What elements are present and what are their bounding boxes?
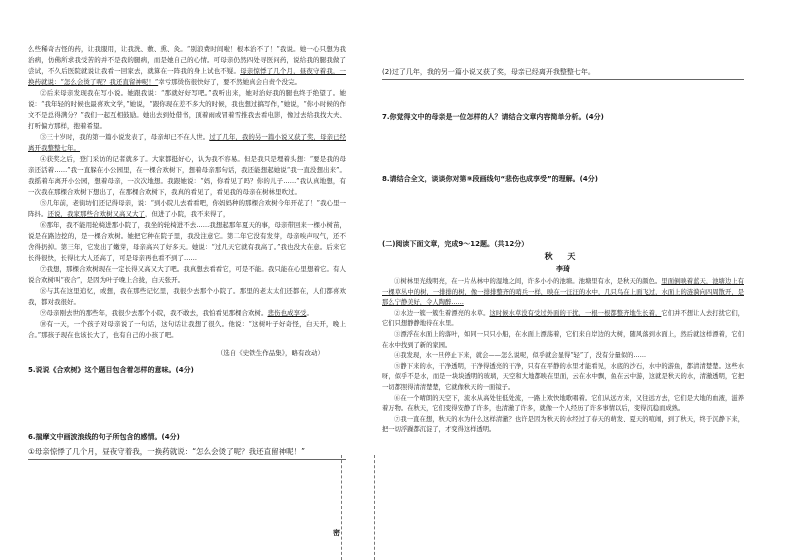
binding-line-left (341, 455, 342, 560)
right-paragraph-7: ⑦我一直在想，秋天的水为什么这样清澈？也许是因为秋天的水经过了春天的萌发、夏天的喧闹，到了秋天，终于沉静下来，把一切浮躁都沉淀了，才变得这样透明。 (382, 415, 744, 434)
section-2-heading: (二)阅读下面文章，完成9～12题。（共12分） (382, 240, 529, 248)
right-paragraph-6: ⑥在一个晴朗的天空下，流水从高处往低处流，一路上欢快地歌唱着。它们从远方来，又往远方去，它们是大地的血液，滋养着万物。在秋天，它们变得安静了许多，也清澈了许多，就像一个人经历了许多事情以后，变得沉稳而成熟。 (382, 394, 744, 413)
left-paragraph-10: ⑩有一天，一个孩子对母亲说了一句话，这句话让我想了很久。他说：“这树叶子好奇怪，白天开，晚上合。”那孩子现在也该长大了，也有自己的小孩了吧。 (28, 320, 346, 339)
left-paragraph-2: ②后来母亲发现我在写小说。她跟我说：“那就好好写吧。”我听出来，她对治好我的腿也终于绝望了。她说：“我年轻的时候也最喜欢文学，”她说，“跟你现在差不多大的时候，我也想过搞写作，”她说，“你小时候的作文不是总得满分？”我们一起互相鼓励。她出去到处借书，顶着雨或冒着雪推我去看电影，像过去给我找大夫、打听偏方那样，抱着希望。 (28, 89, 346, 130)
left-paragraph-7: ⑦我想，那棵合欢树现在一定长得又高又大了吧。我真想去看看它，可是不能。我只能在心里想着它。有人说合欢树叫“夜合”，是因为叶子晚上合拢，白天张开。 (28, 265, 346, 284)
question-8: 8.请结合全文，谈谈你对第⑨段画线句“悲伤也成享受”的理解。(4分) (382, 175, 598, 183)
right-column (382, 0, 744, 560)
binding-line-right (374, 455, 375, 560)
left-paragraph-9: ⑨母亲刚去世的那些年，我很少去那个小院，我不敢去，我怕看见那棵合欢树。悲伤也成享受。 (40, 309, 313, 317)
source-note: （选自《史铁生作品集》，略有改动） (216, 348, 324, 357)
quote-line-2: (2)过了几年，我的另一篇小说又获了奖，母亲已经离开我整整七年。 (382, 67, 744, 80)
right-paragraph-5: ⑤静下来的水，干净透明，干净得透亮的干净，只有在平静的水里才能看见，水底的沙石，水中的游鱼，都清清楚楚。这些水呀，似乎不是水，而是一块块透明的玻璃，天空和大地都映在里面，云在水中飘，鱼在云中游，这就是秋天的水，清澈透明，它把一切都照得清清楚楚，它就像秋天的一面镜子。 (382, 362, 744, 391)
left-paragraph-6: ⑥那年，我不能用轮椅进那小院了，我坐的轮椅进不去……我想起那年夏天的事，母亲带回来一棵小树苗，说是在路边挖的，是一棵合欢树。她把它种在院子里，我没注意它。第二年它没有发芽，母亲唉声叹气，还不舍得扔掉。第三年，它发出了嫩芽，母亲高兴了好多天。她说：“过几天它就有我高了。”我也没大在意。后来它长得很快，长得比大人还高了，可是母亲再也看不到了…… (28, 221, 346, 262)
left-column (28, 0, 346, 560)
question-7: 7.你觉得文中的母亲是一位怎样的人？请结合文章内容简单分析。(4分) (382, 113, 604, 121)
wavy-underlined-sentence: 母亲惊悸了几个月，昼夜守着我，一换药就说：“怎么会烫了呢？我还直留神呢！” (28, 67, 346, 86)
underlined-sentence: 过了几年，我的另一篇小说又获了奖，母亲已经离开我整整七年。 (28, 133, 346, 152)
right-paragraph-4: ④我发现，水一旦停止下来，就会——怎么说呢，似乎就会显得“轻”了，没有分量似的…… (394, 352, 647, 360)
story-author: 李琦 (556, 265, 570, 273)
left-paragraph-5: ⑤几年前，老街坊们还记得母亲，说：“到小院儿去看看吧，你妈妈种的那棵合欢树今年开花了！”我心里一阵抖。还说，我家那些合欢树又高又大了，但进了小院，我不来得了， (28, 199, 346, 218)
margin-seal-label: 密 (333, 529, 340, 537)
right-paragraph-2: ②水边一簇一簇生着漂亮的水草。这时候水草没有受过外面的干扰，一根一根都整齐地生长着，它们并不想让人去打扰它们，它们只想静静地待在水里。 (382, 309, 744, 328)
left-paragraph-8: ⑧与其在这里追忆，或想，我在那些记忆里，我很少去那个小院了。那里的老太太们还都在，人们都喜欢我，都对我很好。 (28, 287, 346, 306)
right-paragraph-1: ①树林里光线明亮，在一片丛林中的湿地之间，许多小小的池塘。池塘里有水，是秋天的颜色。里面倒映着蓝天，池塘边上有一棵草丛中的树，一排排的树，像一排排整齐的哨兵一样，映在一汪汪的水中，几只鸟在上面飞过，水面上的涟漪向四周散开，是那么宁静美好，令人陶醉…… (382, 278, 744, 307)
left-paragraph-1: 么些稀奇古怪的药，让我服用，让我洗、敷、熏、灸。“别浪费时间啦！根本治不了！”我说。她一心只想为我治病，仿佛所求我受苦的并不是我的腿病，而是她自己的心情。可母亲仍然四处寻医问药，说给我的腿我做了尝试，不久后医院就说让我看一回家去，就算在一阵我的身上试也不疑。母亲惊悸了几个月，昼夜守着我，一换药就说：“怎么会烫了呢？我还直留神呢！”幸亏那烫伤很快好了，要不然她真会自责个没完。 (28, 45, 346, 86)
story-title: 秋 天 (544, 252, 582, 261)
question-6-quote: ①母亲惊悸了几个月，昼夜守着我，一换药就说：“怎么会烫了呢？我还直留神呢！” (28, 446, 346, 460)
question-6: 6.揣摩文中画波浪线的句子所包含的感情。(4分) (28, 433, 180, 441)
left-paragraph-3: ③三十岁时，我的第一篇小说发表了，母亲却已不在人世。过了几年，我的另一篇小说又获了奖，母亲已经离开我整整七年。 (28, 133, 346, 152)
question-5: 5.说说《合欢树》这个题目包含着怎样的意味。(4分) (28, 366, 194, 374)
left-paragraph-4: ④获奖之后，登门采访的记者就多了。大家都挺好心，认为我不容易。但是我只是埋着头想：“要是我的母亲还活着……”我一直躲在小公园里，在一棵合欢树下，想着母亲那句话，我还能想起她说“我一直没想出来”。我摇着车离开小公园，想着母亲，一次次地想。我跟她说：“妈，你看见了吗？你的儿子……”我认真地想，有一次我在那棵合欢树下想出了，在那棵合欢树下，我真的看见了，看见我的母亲在树林里吹过。 (28, 155, 346, 196)
underlined-phrase: 悲伤也成享受 (267, 309, 307, 317)
right-paragraph-3: ③漂浮在水面上的落叶，如同一只只小船，在水面上漂荡着，它们来自岸边的大树，随风落到水面上，然后就这样漂着，它们在水中找到了新的家园。 (382, 330, 744, 349)
